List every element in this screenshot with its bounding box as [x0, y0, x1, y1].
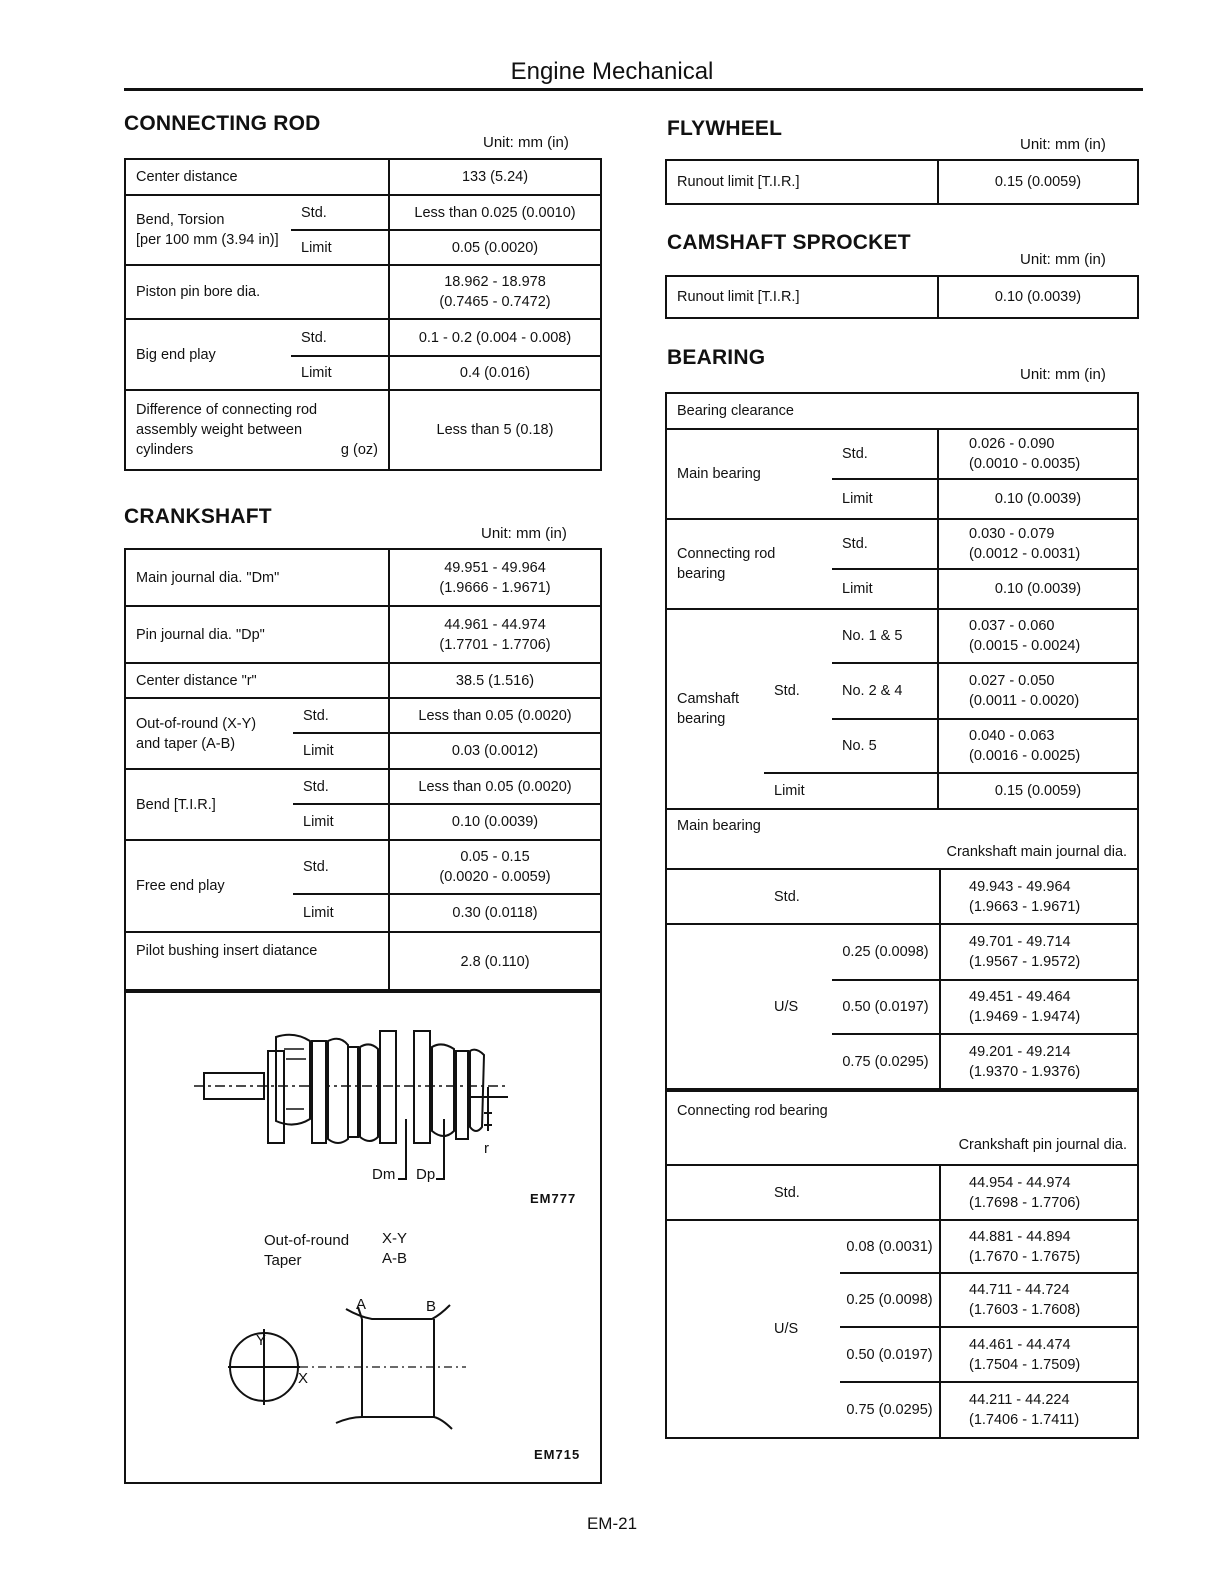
- conrod-us-size-3: 0.75 (0.0295): [840, 1382, 940, 1438]
- main-bearing-label: Main bearing: [666, 429, 832, 519]
- connecting-rod-table: [124, 158, 602, 471]
- fig-dp: Dp: [416, 1166, 436, 1183]
- fig-code-em777: EM777: [530, 1191, 577, 1206]
- cr-weight-value: Less than 5 (0.18): [389, 390, 601, 470]
- main-bearing-std-value: [938, 429, 1138, 479]
- cr-center-distance-label: Center distance: [125, 159, 389, 195]
- conrod-us-0-v1: 44.881 - 44.894: [969, 1228, 1071, 1245]
- camshaft-sprocket-title: CAMSHAFT SPROCKET: [667, 231, 911, 254]
- main-us-2-v2: (1.9370 - 1.9376): [969, 1063, 1081, 1080]
- main-us-0-v2: (1.9567 - 1.9572): [969, 954, 1081, 970]
- fig-taper-val: A-B: [382, 1250, 408, 1267]
- conrod-us-0-v2: (1.7670 - 1.7675): [969, 1248, 1081, 1265]
- camshaft-no24-label: No. 2 & 4: [832, 663, 938, 719]
- flywheel-label: Runout limit [T.I.R.]: [666, 160, 938, 204]
- connecting-rod-title: CONNECTING ROD: [124, 112, 321, 135]
- flywheel-title: FLYWHEEL: [667, 117, 783, 140]
- bearing-clearance-table: [665, 392, 1139, 810]
- main-us-size-0: 0.25 (0.0098): [832, 924, 940, 980]
- conrod-bearing-size-table: [665, 1090, 1139, 1439]
- cr-pin-bore-value: [389, 265, 601, 319]
- cr-bend-std-label: Std.: [291, 195, 389, 230]
- cs-free-end-label: Free end play: [125, 840, 293, 932]
- camshaft-no24-value: [938, 663, 1138, 719]
- camshaft-bearing-l1: Camshaft: [677, 691, 740, 707]
- cs-oor-limit-value: 0.03 (0.0012): [389, 733, 601, 769]
- conrod-sizes-std-value: [940, 1165, 1138, 1220]
- cs-bend-std-value: Less than 0.05 (0.0020): [389, 769, 601, 804]
- main-sizes-header: Crankshaft main journal dia.: [946, 844, 1128, 860]
- main-bearing-std1: 0.026 - 0.090: [969, 436, 1055, 452]
- crankshaft-title: CRANKSHAFT: [124, 505, 272, 528]
- cr-big-end-label: Big end play: [125, 319, 291, 390]
- conrod-us-value-3: [940, 1382, 1138, 1438]
- cs-pin-journal-value: [389, 606, 601, 663]
- main-bearing-std2: (0.0010 - 0.0035): [969, 456, 1081, 472]
- camshaft-bearing-label: [666, 609, 764, 809]
- cr-big-end-std-value: 0.1 - 0.2 (0.004 - 0.008): [389, 319, 601, 356]
- main-sizes-std-label: Std.: [764, 869, 940, 924]
- cs-bend-limit-value: 0.10 (0.0039): [389, 804, 601, 840]
- main-bearing-std-label: Std.: [832, 429, 938, 479]
- cs-pin-journal-label: Pin journal dia. "Dp": [125, 606, 389, 663]
- main-us-1-v2: (1.9469 - 1.9474): [969, 1009, 1081, 1025]
- camshaft-no5-label: No. 5: [832, 719, 938, 773]
- cr-bend-limit-value: 0.05 (0.0020): [389, 230, 601, 265]
- cs-oor-l1: Out-of-round (X-Y): [136, 715, 257, 732]
- camshaft-no5-v1: 0.040 - 0.063: [969, 728, 1055, 744]
- conrod-sizes-std-label: Std.: [764, 1165, 940, 1220]
- cs-oor-label: [125, 698, 293, 769]
- cr-center-distance-value: 133 (5.24): [389, 159, 601, 195]
- conrod-us-size-2: 0.50 (0.0197): [840, 1327, 940, 1382]
- cs-pin-journal-v1: 44.961 - 44.974: [444, 616, 546, 633]
- crankshaft-figure: [124, 989, 600, 1482]
- conrod-us-value-0: [940, 1220, 1138, 1273]
- conrod-us-size-0: 0.08 (0.0031): [840, 1220, 940, 1273]
- cr-bend-label-2: [per 100 mm (3.94 in)]: [136, 232, 279, 248]
- cs-main-journal-v2: (1.9666 - 1.9671): [439, 579, 551, 596]
- camshaft-limit-label: Limit: [764, 773, 938, 809]
- cr-pin-bore-v2: (0.7465 - 0.7472): [439, 294, 551, 310]
- cs-pin-journal-v2: (1.7701 - 1.7706): [439, 636, 551, 653]
- flywheel-unit: Unit: mm (in): [1020, 136, 1106, 153]
- cs-main-journal-label: Main journal dia. "Dm": [125, 549, 389, 606]
- conrod-us-value-1: [940, 1273, 1138, 1327]
- camshaft-no24-v2: (0.0011 - 0.0020): [969, 693, 1080, 709]
- conrod-sizes-blank: [666, 1165, 764, 1220]
- conrod-bearing-std1: 0.030 - 0.079: [969, 526, 1055, 542]
- main-sizes-std-value: [940, 869, 1138, 924]
- camshaft-limit-value: 0.15 (0.0059): [938, 773, 1138, 809]
- cs-main-journal-value: [389, 549, 601, 606]
- cr-big-end-limit-value: 0.4 (0.016): [389, 356, 601, 390]
- conrod-bearing-std2: (0.0012 - 0.0031): [969, 546, 1081, 562]
- main-us-2-v1: 49.201 - 49.214: [969, 1043, 1071, 1060]
- cs-bend-label: Bend [T.I.R.]: [125, 769, 293, 840]
- page-number: EM-21: [586, 1514, 638, 1533]
- main-sizes-label: Main bearing: [677, 818, 761, 834]
- cr-weight-l2: assembly weight between: [136, 422, 303, 438]
- camshaft-bearing-l2: bearing: [677, 711, 726, 727]
- camshaft-no5-value: [938, 719, 1138, 773]
- camshaft-no15-v1: 0.037 - 0.060: [969, 618, 1055, 634]
- main-sizes-blank-2: [666, 924, 764, 1089]
- conrod-us-2-v2: (1.7504 - 1.7509): [969, 1356, 1081, 1373]
- fig-r: r: [484, 1140, 489, 1157]
- camshaft-sprocket-label: Runout limit [T.I.R.]: [666, 276, 938, 318]
- main-sizes-std1: 49.943 - 49.964: [969, 878, 1071, 895]
- main-us-value-1: [940, 980, 1138, 1034]
- crankshaft-drawing: [194, 1031, 508, 1429]
- cs-free-end-std-label: Std.: [293, 840, 389, 894]
- conrod-sizes-header: Crankshaft pin journal dia.: [958, 1137, 1128, 1153]
- conrod-us-1-v1: 44.711 - 44.724: [969, 1282, 1070, 1298]
- cs-free-end-std2: (0.0020 - 0.0059): [439, 869, 551, 885]
- cr-weight-unit: g (oz): [340, 442, 378, 458]
- conrod-sizes-std2: (1.7698 - 1.7706): [969, 1194, 1081, 1211]
- camshaft-sprocket-table: [665, 275, 1139, 319]
- crankshaft-unit: Unit: mm (in): [481, 525, 567, 542]
- cr-bend-label: [125, 195, 291, 265]
- fig-oor-val: X-Y: [382, 1230, 408, 1247]
- conrod-sizes-std1: 44.954 - 44.974: [969, 1174, 1071, 1191]
- main-sizes-header-cell: [666, 809, 1138, 869]
- main-us-value-2: [940, 1034, 1138, 1089]
- camshaft-no15-value: [938, 609, 1138, 663]
- main-us-size-2: 0.75 (0.0295): [832, 1034, 940, 1089]
- fig-dm: Dm: [372, 1166, 396, 1183]
- cs-bend-limit-label: Limit: [293, 804, 389, 840]
- cs-center-distance-value: 38.5 (1.516): [389, 663, 601, 698]
- conrod-sizes-us-label: U/S: [764, 1220, 840, 1438]
- cr-bend-label-1: Bend, Torsion: [136, 212, 225, 228]
- cs-center-distance-label: Center distance "r": [125, 663, 389, 698]
- bearing-title: BEARING: [667, 346, 766, 369]
- main-us-1-v1: 49.451 - 49.464: [969, 989, 1071, 1005]
- bearing-clearance-label: Bearing clearance: [666, 393, 1138, 429]
- cr-weight-label: [125, 390, 389, 470]
- main-us-0-v1: 49.701 - 49.714: [969, 934, 1071, 950]
- cs-free-end-std1: 0.05 - 0.15: [460, 849, 530, 865]
- main-sizes-us-label: U/S: [764, 924, 832, 1089]
- fig-code-em715: EM715: [534, 1447, 581, 1462]
- page-title: Engine Mechanical: [510, 58, 714, 85]
- main-sizes-blank: [666, 869, 764, 924]
- cr-big-end-std-label: Std.: [291, 319, 389, 356]
- cr-bend-std-value: Less than 0.025 (0.0010): [389, 195, 601, 230]
- camshaft-no15-label: No. 1 & 5: [832, 609, 938, 663]
- fig-x: X: [298, 1370, 309, 1387]
- fig-b: B: [426, 1298, 437, 1315]
- conrod-sizes-label: Connecting rod bearing: [677, 1103, 828, 1119]
- conrod-us-2-v1: 44.461 - 44.474: [969, 1336, 1071, 1353]
- camshaft-no24-v1: 0.027 - 0.050: [969, 673, 1055, 689]
- flywheel-table: [665, 159, 1139, 205]
- bearing-unit: Unit: mm (in): [1020, 366, 1106, 383]
- main-bearing-size-table: [665, 808, 1139, 1090]
- camshaft-bearing-std-label: Std.: [764, 609, 832, 773]
- conrod-bearing-std-value: [938, 519, 1138, 569]
- conrod-us-size-1: 0.25 (0.0098): [840, 1273, 940, 1327]
- crankshaft-table: [124, 548, 602, 993]
- camshaft-sprocket-value: 0.10 (0.0039): [938, 276, 1138, 318]
- cs-free-end-std-value: [389, 840, 601, 894]
- connecting-rod-unit: Unit: mm (in): [483, 134, 569, 151]
- cr-pin-bore-label: Piston pin bore dia.: [125, 265, 389, 319]
- main-bearing-limit-value: 0.10 (0.0039): [938, 479, 1138, 519]
- conrod-bearing-l2: bearing: [677, 566, 726, 582]
- fig-oor-label: Out-of-round: [264, 1232, 350, 1249]
- cr-weight-l1: Difference of connecting rod: [136, 402, 318, 418]
- main-bearing-limit-label: Limit: [832, 479, 938, 519]
- cs-oor-limit-label: Limit: [293, 733, 389, 769]
- conrod-bearing-limit-label: Limit: [832, 569, 938, 609]
- cs-pilot-value: 2.8 (0.110): [389, 932, 601, 992]
- cr-big-end-limit-label: Limit: [291, 356, 389, 390]
- cs-free-end-limit-value: 0.30 (0.0118): [389, 894, 601, 932]
- conrod-bearing-l1: Connecting rod: [677, 546, 776, 562]
- main-us-size-1: 0.50 (0.0197): [832, 980, 940, 1034]
- camshaft-no15-v2: (0.0015 - 0.0024): [969, 638, 1081, 654]
- conrod-bearing-label: [666, 519, 832, 609]
- cr-weight-l3-row: [136, 440, 378, 460]
- fig-taper-label: Taper: [264, 1252, 302, 1269]
- fig-y: Y: [256, 1332, 267, 1349]
- cs-oor-l2: and taper (A-B): [136, 735, 236, 752]
- cs-free-end-limit-label: Limit: [293, 894, 389, 932]
- conrod-us-1-v2: (1.7603 - 1.7608): [969, 1302, 1081, 1318]
- cs-main-journal-v1: 49.951 - 49.964: [444, 559, 546, 576]
- conrod-us-3-v1: 44.211 - 44.224: [969, 1392, 1070, 1408]
- conrod-bearing-limit-value: 0.10 (0.0039): [938, 569, 1138, 609]
- cr-weight-l3: cylinders: [136, 442, 194, 458]
- cs-pilot-label: Pilot bushing insert diatance: [125, 932, 389, 992]
- camshaft-sprocket-unit: Unit: mm (in): [1020, 251, 1106, 268]
- flywheel-value: 0.15 (0.0059): [938, 160, 1138, 204]
- cs-oor-std-value: Less than 0.05 (0.0020): [389, 698, 601, 733]
- cs-oor-std-label: Std.: [293, 698, 389, 733]
- main-sizes-std2: (1.9663 - 1.9671): [969, 898, 1081, 915]
- conrod-bearing-std-label: Std.: [832, 519, 938, 569]
- cs-bend-std-label: Std.: [293, 769, 389, 804]
- conrod-us-value-2: [940, 1327, 1138, 1382]
- conrod-us-3-v2: (1.7406 - 1.7411): [969, 1412, 1080, 1428]
- main-us-value-0: [940, 924, 1138, 980]
- conrod-sizes-blank-2: [666, 1220, 764, 1438]
- fig-a: A: [356, 1296, 367, 1313]
- conrod-sizes-header-cell: [666, 1091, 1138, 1165]
- cr-pin-bore-v1: 18.962 - 18.978: [444, 274, 546, 290]
- title-rule: [124, 88, 1143, 91]
- cr-bend-limit-label: Limit: [291, 230, 389, 265]
- camshaft-no5-v2: (0.0016 - 0.0025): [969, 748, 1081, 764]
